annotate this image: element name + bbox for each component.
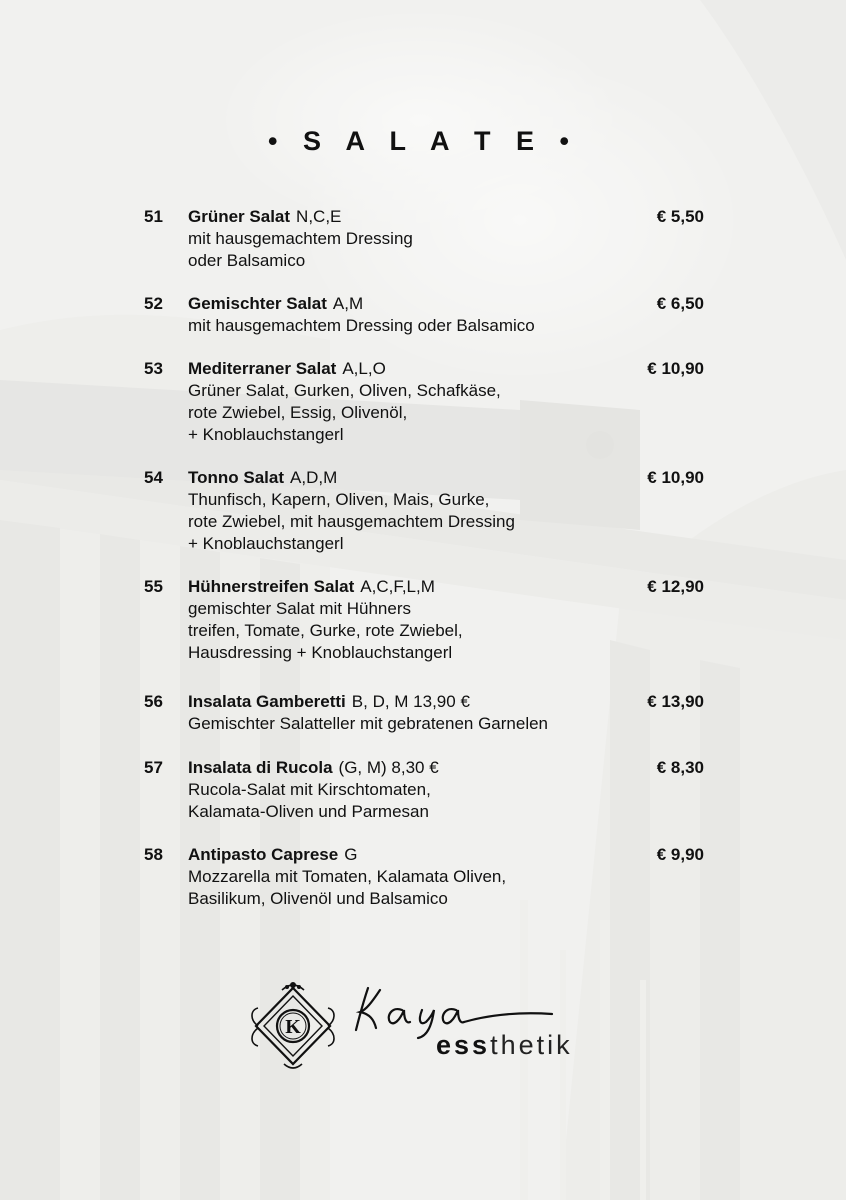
item-heading — [188, 757, 439, 779]
item-price: € 10,90 — [647, 359, 704, 378]
item-heading — [188, 293, 363, 315]
item-number: 52 — [144, 294, 163, 313]
item-allergens: G — [344, 845, 358, 864]
item-name: Grüner Salat — [188, 207, 291, 226]
item-description — [188, 315, 535, 337]
item-heading — [188, 358, 386, 380]
item-price: € 13,90 — [647, 692, 704, 711]
item-price: € 8,30 — [656, 758, 704, 777]
item-description-line: + Knoblauchstangerl — [188, 534, 344, 553]
item-description — [188, 380, 501, 446]
item-price: € 12,90 — [647, 577, 704, 596]
item-name: Insalata di Rucola — [188, 758, 333, 777]
item-number: 58 — [144, 845, 163, 864]
item-price: € 9,90 — [656, 845, 704, 864]
item-description — [188, 598, 463, 664]
item-price: € 10,90 — [647, 468, 704, 487]
item-heading — [188, 206, 341, 228]
item-heading — [188, 844, 357, 866]
item-number: 51 — [144, 207, 163, 226]
item-description-line: mit hausgemachtem Dressing oder Balsamico — [188, 316, 535, 335]
item-number: 54 — [144, 468, 163, 487]
logo-word-rest: thetik — [490, 1030, 573, 1060]
item-heading — [188, 691, 470, 713]
item-allergens: A,D,M — [290, 468, 338, 487]
item-description-line: Grüner Salat, Gurken, Oliven, Schafkäse, — [188, 381, 501, 400]
item-price: € 5,50 — [656, 207, 704, 226]
item-name: Gemischter Salat — [188, 294, 327, 313]
item-description-line: Kalamata-Oliven und Parmesan — [188, 802, 429, 821]
item-name: Tonno Salat — [188, 468, 285, 487]
item-description-line: mit hausgemachtem Dressing — [188, 229, 413, 248]
item-description-line: Hausdressing + Knoblauchstangerl — [188, 643, 453, 662]
item-description-line: Thunfisch, Kapern, Oliven, Mais, Gurke, — [188, 490, 490, 509]
page-title: • S A L A T E • — [268, 126, 578, 156]
item-description — [188, 779, 431, 823]
item-allergens: (G, M) 8,30 € — [338, 758, 439, 777]
item-description-line: treifen, Tomate, Gurke, rote Zwiebel, — [188, 621, 463, 640]
item-allergens: B, D, M 13,90 € — [351, 692, 470, 711]
item-description-line: rote Zwiebel, Essig, Olivenöl, — [188, 403, 408, 422]
item-heading — [188, 467, 337, 489]
item-price: € 6,50 — [656, 294, 704, 313]
item-name: Mediterraner Salat — [188, 359, 337, 378]
item-description-line: rote Zwiebel, mit hausgemachtem Dressing — [188, 512, 515, 531]
item-description — [188, 713, 548, 735]
item-allergens: A,L,O — [342, 359, 386, 378]
item-name: Antipasto Caprese — [188, 845, 339, 864]
item-description-line: Gemischter Salatteller mit gebratenen Garnelen — [188, 714, 549, 733]
item-description — [188, 228, 413, 272]
item-allergens: A,M — [332, 294, 364, 313]
item-description-line: Mozzarella mit Tomaten, Kalamata Oliven, — [188, 867, 507, 886]
item-heading — [188, 576, 435, 598]
item-description-line: Rucola-Salat mit Kirschtomaten, — [188, 780, 431, 799]
item-allergens: A,C,F,L,M — [360, 577, 435, 596]
item-description-line: gemischter Salat mit Hühners — [188, 599, 411, 618]
item-description — [188, 866, 506, 910]
item-name: Hühnerstreifen Salat — [188, 577, 355, 596]
item-number: 55 — [144, 577, 163, 596]
item-description-line: oder Balsamico — [188, 251, 306, 270]
item-description-line: Basilikum, Olivenöl und Balsamico — [188, 889, 448, 908]
emblem-letter: K — [285, 1016, 301, 1038]
crest-emblem-icon — [248, 980, 338, 1072]
item-allergens: N,C,E — [296, 207, 342, 226]
logo-word-bold: ess — [436, 1030, 491, 1060]
item-number: 53 — [144, 359, 163, 378]
item-description — [188, 489, 515, 555]
logo-wordmark — [436, 1030, 573, 1061]
item-number: 57 — [144, 758, 163, 777]
item-description-line: + Knoblauchstangerl — [188, 425, 344, 444]
item-name: Insalata Gamberetti — [188, 692, 346, 711]
item-number: 56 — [144, 692, 163, 711]
